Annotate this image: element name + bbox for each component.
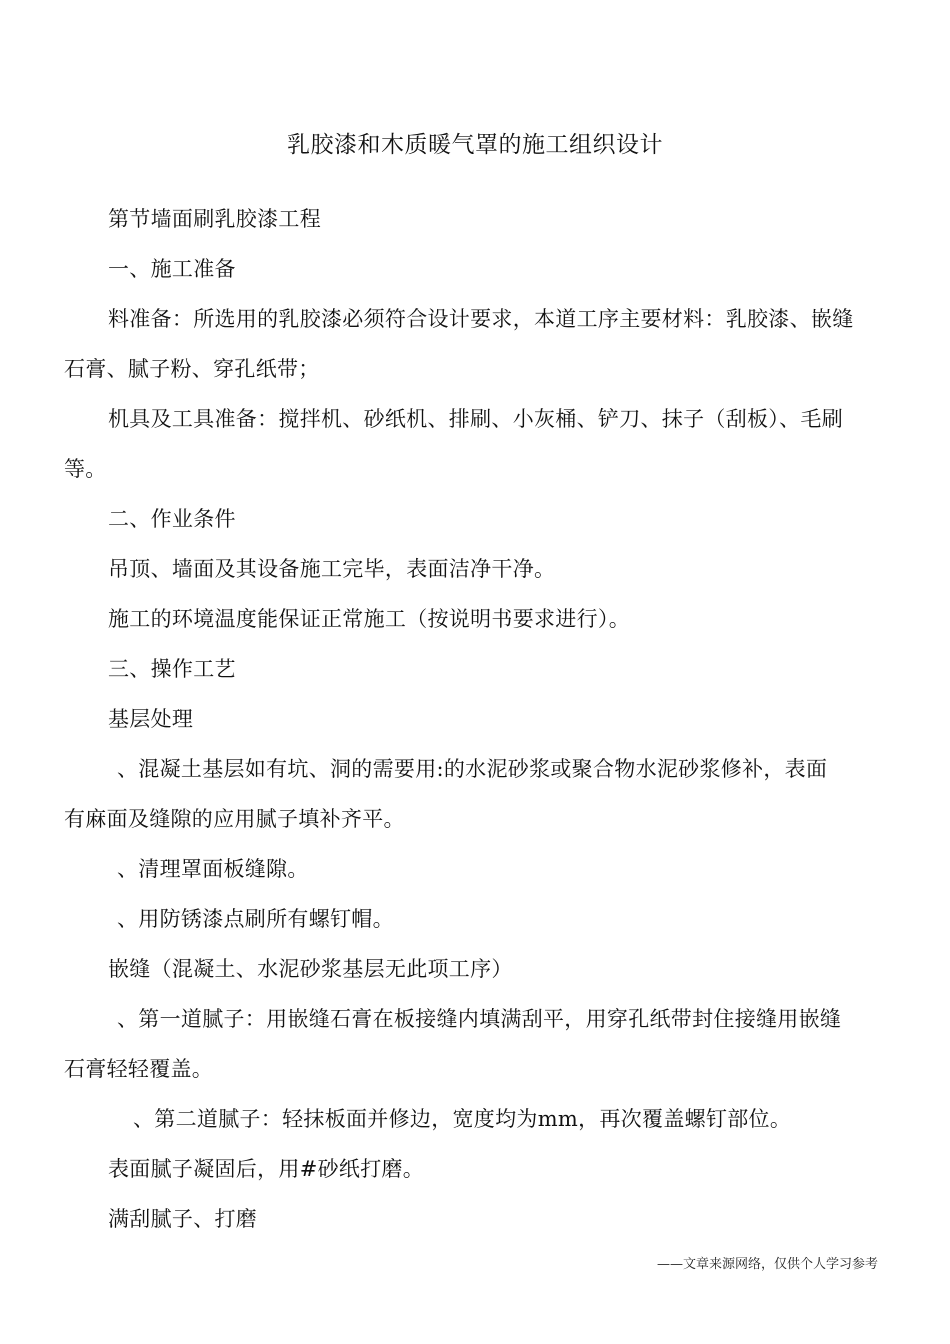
paragraph-line: 石膏轻轻覆盖。 [64, 1057, 214, 1081]
paragraph-line: 机具及工具准备：搅拌机、砂纸机、排刷、小灰桶、铲刀、抹子（刮板）、毛刷 [108, 407, 843, 431]
subsection-heading: 三、操作工艺 [108, 657, 236, 681]
paragraph-line: 石膏、腻子粉、穿孔纸带； [64, 357, 320, 381]
paragraph-line: 、第一道腻子：用嵌缝石膏在板接缝内填满刮平，用穿孔纸带封住接缝用嵌缝 [117, 1007, 842, 1031]
paragraph-line: 施工的环境温度能保证正常施工（按说明书要求进行）。 [108, 607, 630, 631]
paragraph-line: 吊顶、墙面及其设备施工完毕，表面洁净干净。 [108, 557, 556, 581]
paragraph-line: 等。 [64, 457, 107, 481]
section-heading: 第节墙面刷乳胶漆工程 [108, 207, 321, 231]
subsection-heading: 一、施工准备 [108, 257, 236, 281]
subsection-heading: 二、作业条件 [108, 507, 236, 531]
paragraph-line: 嵌缝（混凝土、水泥砂浆基层无此项工序） [108, 957, 513, 981]
paragraph-line: 、混凝土基层如有坑、洞的需要用:的水泥砂浆或聚合物水泥砂浆修补，表面 [117, 757, 828, 781]
footer-note: ——文章来源网络，仅供个人学习参考 [656, 1257, 878, 1272]
paragraph-line: 满刮腻子、打磨 [108, 1207, 258, 1231]
document-title: 乳胶漆和木质暖气罩的施工组织设计 [287, 132, 663, 158]
paragraph-line: 、第二道腻子：轻抹板面并修边，宽度均为mm，再次覆盖螺钉部位。 [133, 1107, 792, 1131]
paragraph-line: 、用防锈漆点刷所有螺钉帽。 [117, 907, 394, 931]
paragraph-line: 基层处理 [108, 707, 194, 731]
paragraph-line: 表面腻子凝固后，用#砂纸打磨。 [108, 1157, 425, 1181]
paragraph-line: 料准备：所选用的乳胶漆必须符合设计要求，本道工序主要材料：乳胶漆、嵌缝 [108, 307, 854, 331]
paragraph-line: 、清理罩面板缝隙。 [117, 857, 309, 881]
paragraph-line: 有麻面及缝隙的应用腻子填补齐平。 [64, 807, 405, 831]
